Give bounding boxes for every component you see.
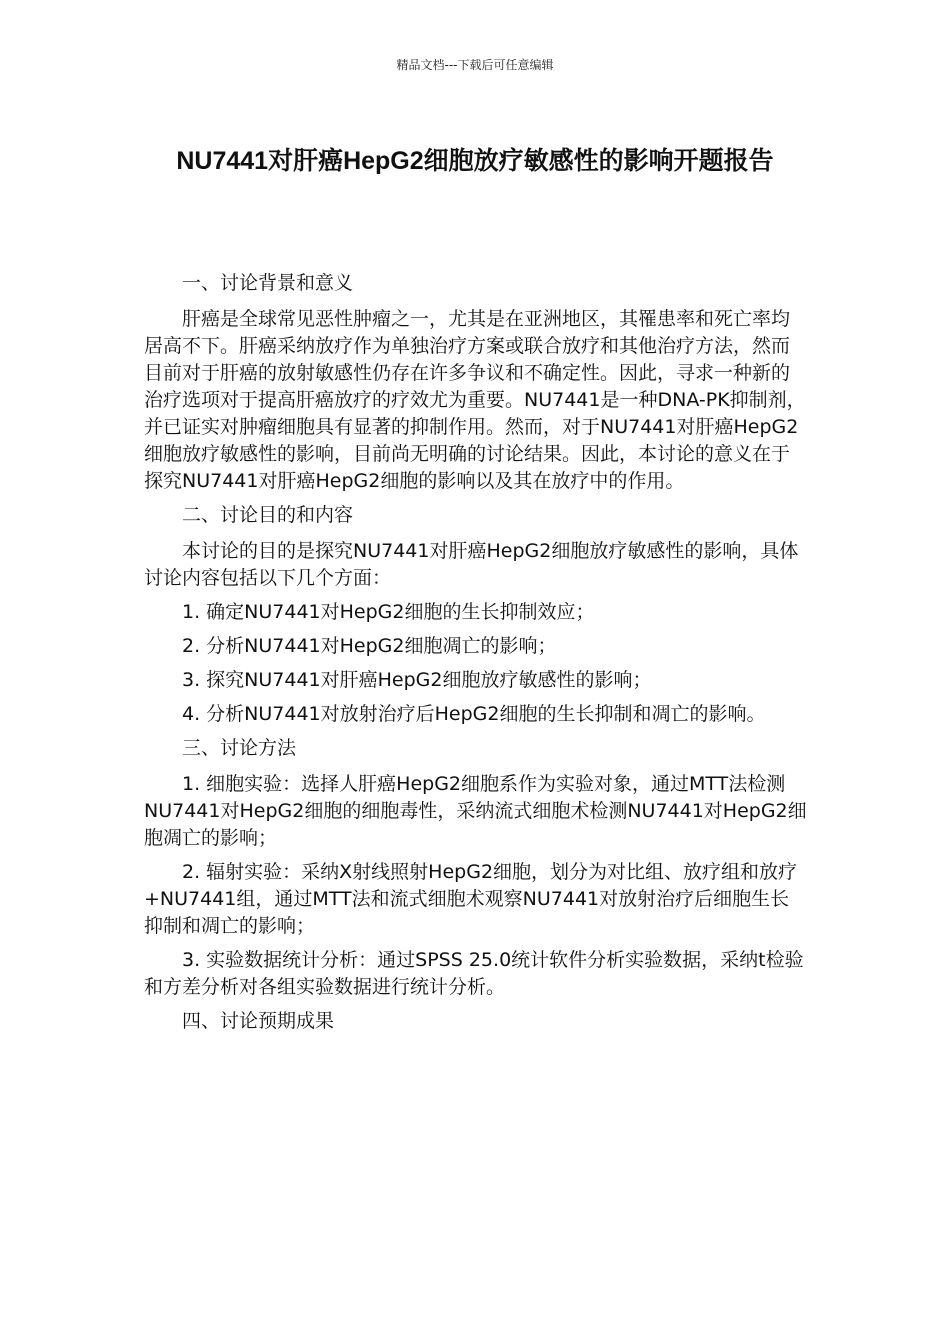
paragraph-objectives-intro: 本讨论的目的是探究NU7441对肝癌HepG2细胞放疗敏感性的影响，具体讨论内容包括以下几个方面： [144,540,799,589]
method-item-1: 1. 细胞实验：选择人肝癌HepG2细胞系作为实验对象，通过MTT法检测NU7441对HepG2细胞的细胞毒性，采纳流式细胞术检测NU7441对HepG2细胞凋亡的影响； [144,773,807,849]
section-heading-expected-results: 四、讨论预期成果 [182,1010,335,1032]
paragraph-background: 肝癌是全球常见恶性肿瘤之一，尤其是在亚洲地区，其罹患率和死亡率均居高不下。肝癌采纳放疗作为单独治疗方案或联合放疗和其他治疗方法，然而目前对于肝癌的放射敏感性仍存在许多争议和不确定性。因此，寻求一种新的治疗选项对于提高肝癌放疗的疗效尤为重要。NU7441是一种DNA-PK抑制剂，并已证实对肿瘤细胞具有显著的抑制作用。然而，对于NU7441对肝癌HepG2细胞放疗敏感性的影响，目前尚无明确的讨论结果。因此，本讨论的意义在于探究NU7441对肝癌HepG2细胞的影响以及其在放疗中的作用。 [144,308,806,492]
document-body [144,270,808,1044]
objective-item-3: 3. 探究NU7441对肝癌HepG2细胞放疗敏感性的影响； [182,669,652,691]
method-item-2: 2. 辐射实验：采纳X射线照射HepG2细胞，划分为对比组、放疗组和放疗+NU7441组，通过MTT法和流式细胞术观察NU7441对放射治疗后细胞生长抑制和凋亡的影响； [144,861,798,937]
method-item-3: 3. 实验数据统计分析：通过SPSS 25.0统计软件分析实验数据，采纳t检验和方差分析对各组实验数据进行统计分析。 [144,949,804,998]
document-title: NU7441对肝癌HepG2细胞放疗敏感性的影响开题报告 [176,147,774,175]
objective-item-1: 1. 确定NU7441对HepG2细胞的生长抑制效应； [182,601,595,623]
header-note: 精品文档---下载后可任意编辑 [396,58,554,72]
objective-item-2: 2. 分析NU7441对HepG2细胞凋亡的影响； [182,635,557,657]
objective-item-4: 4. 分析NU7441对放射治疗后HepG2细胞的生长抑制和凋亡的影响。 [182,703,766,725]
section-heading-background: 一、讨论背景和意义 [182,272,354,294]
section-heading-methods: 三、讨论方法 [182,737,297,759]
section-heading-objectives: 二、讨论目的和内容 [182,504,354,526]
